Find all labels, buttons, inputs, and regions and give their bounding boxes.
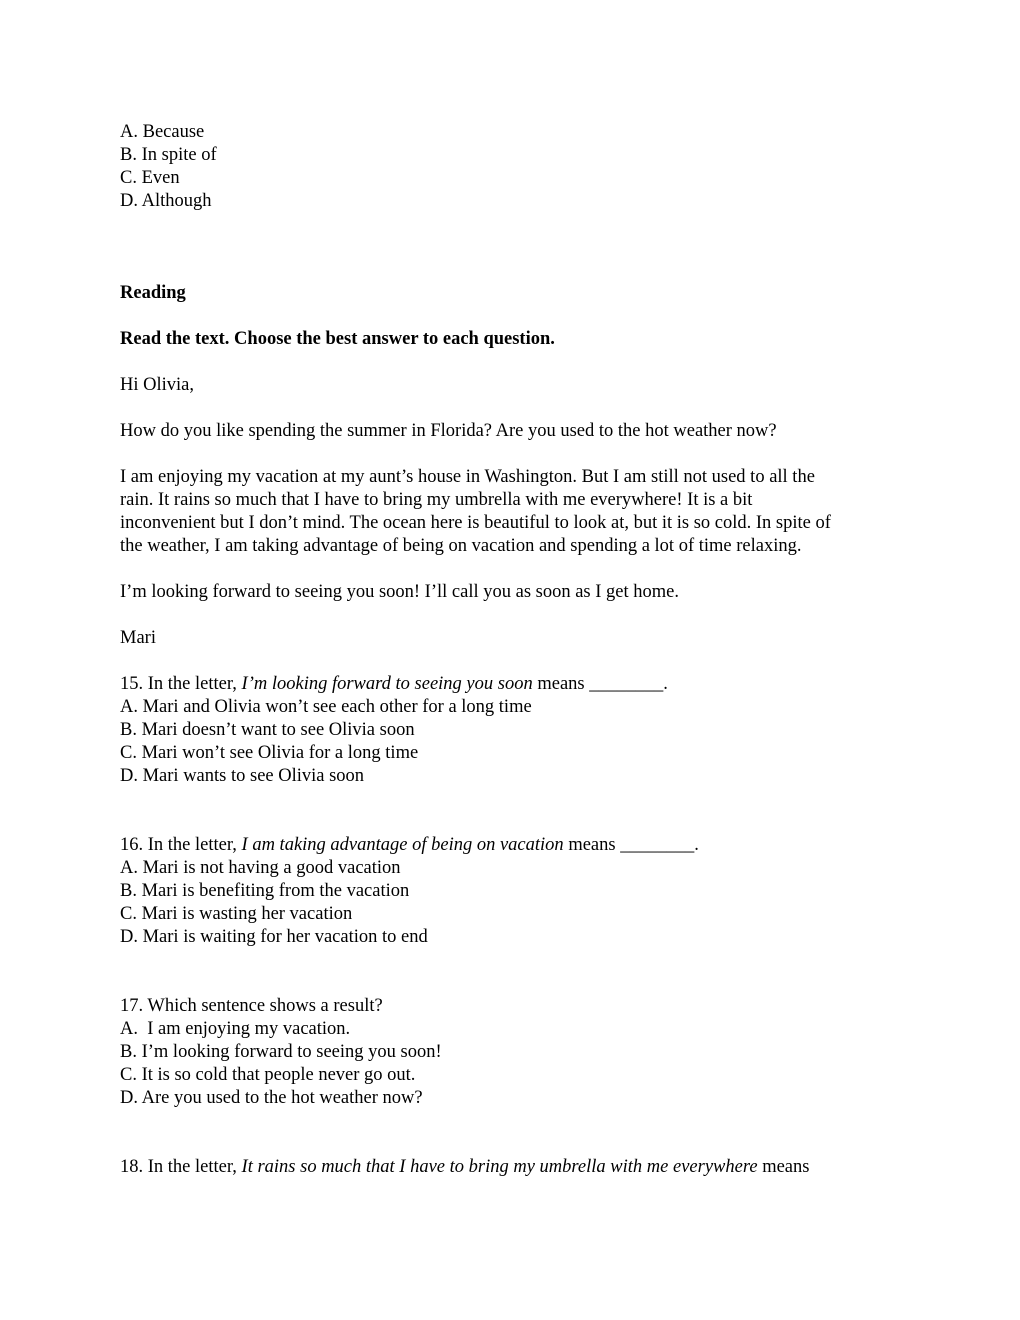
- question-16-prefix: 16. In the letter,: [120, 835, 242, 855]
- letter-greeting: Hi Olivia,: [120, 375, 194, 395]
- question-15-option-d: D. Mari wants to see Olivia soon: [120, 766, 365, 786]
- question-16-option-a: A. Mari is not having a good vacation: [120, 858, 401, 878]
- question-16: [120, 834, 910, 949]
- letter-paragraph-2-line: rain. It rains so much that I have to bring my umbrella with me everywhere! It is a bit: [120, 490, 753, 510]
- question-15-phrase: I’m looking forward to seeing you soon: [241, 674, 533, 694]
- previous-question-options: [120, 121, 910, 213]
- letter-signature: Mari: [120, 628, 156, 648]
- question-16-option-c: C. Mari is wasting her vacation: [120, 904, 353, 924]
- question-15-option-b: B. Mari doesn’t want to see Olivia soon: [120, 720, 415, 740]
- question-17-option-c: C. It is so cold that people never go out.: [120, 1065, 416, 1085]
- section-title: Reading: [120, 283, 186, 303]
- letter-paragraph-2-line: inconvenient but I don’t mind. The ocean here is beautiful to look at, but it is so cold. In spite of: [120, 513, 831, 533]
- option-a: A. Because: [120, 122, 205, 142]
- question-15: [120, 673, 910, 788]
- question-17-option-a: A. I am enjoying my vacation.: [120, 1019, 351, 1039]
- question-18-suffix: means: [757, 1157, 810, 1177]
- question-16-option-d: D. Mari is waiting for her vacation to end: [120, 927, 428, 947]
- option-c: C. Even: [120, 168, 180, 188]
- question-15-suffix: means ________.: [532, 674, 668, 694]
- instructions: Read the text. Choose the best answer to each question.: [120, 329, 555, 349]
- letter-paragraph-1: How do you like spending the summer in Florida? Are you used to the hot weather now?: [120, 421, 777, 441]
- question-18-stem: [120, 1156, 910, 1179]
- question-18-phrase: It rains so much that I have to bring my umbrella with me everywhere: [241, 1157, 758, 1177]
- letter-paragraph-2-line: the weather, I am taking advantage of being on vacation and spending a lot of time relaxing.: [120, 536, 802, 556]
- option-d: D. Although: [120, 191, 212, 211]
- question-15-stem: [120, 673, 910, 696]
- letter-paragraph-2: [120, 466, 910, 558]
- question-17-option-d: D. Are you used to the hot weather now?: [120, 1088, 423, 1108]
- option-b: B. In spite of: [120, 145, 217, 165]
- question-15-option-a: A. Mari and Olivia won’t see each other for a long time: [120, 697, 532, 717]
- question-17-option-b: B. I’m looking forward to seeing you soon!: [120, 1042, 442, 1062]
- question-15-prefix: 15. In the letter,: [120, 674, 242, 694]
- question-17-stem: 17. Which sentence shows a result?: [120, 996, 383, 1016]
- question-16-option-b: B. Mari is benefiting from the vacation: [120, 881, 410, 901]
- question-16-stem: [120, 834, 910, 857]
- question-16-phrase: I am taking advantage of being on vacation: [241, 835, 564, 855]
- letter: [120, 374, 910, 650]
- question-15-option-c: C. Mari won’t see Olivia for a long time: [120, 743, 419, 763]
- letter-paragraph-2-line: I am enjoying my vacation at my aunt’s house in Washington. But I am still not used to all the: [120, 467, 815, 487]
- question-18-prefix: 18. In the letter,: [120, 1157, 242, 1177]
- question-16-suffix: means ________.: [563, 835, 699, 855]
- letter-paragraph-3: I’m looking forward to seeing you soon! I’ll call you as soon as I get home.: [120, 582, 679, 602]
- document-page: [120, 121, 910, 1179]
- question-18: [120, 1156, 910, 1179]
- question-17: [120, 995, 910, 1110]
